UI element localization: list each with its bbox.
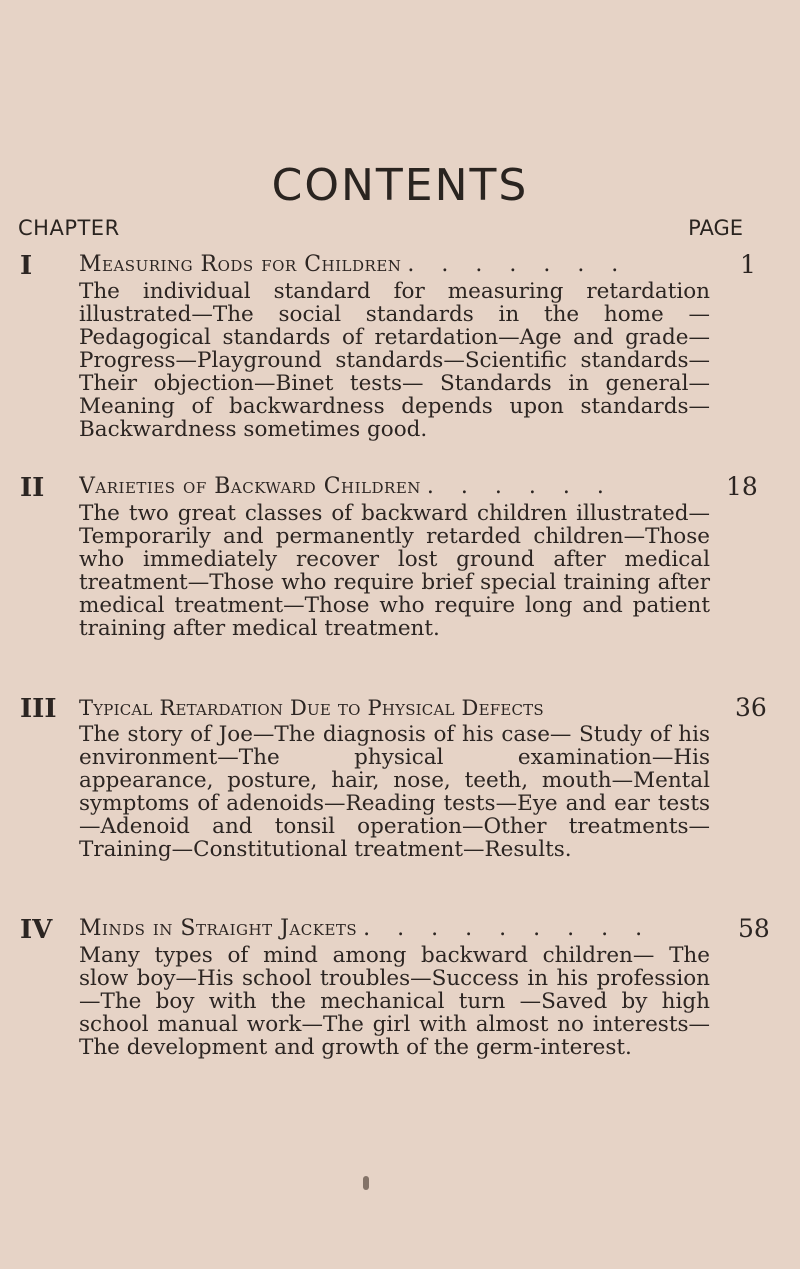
chapter-description: The story of Joe—The diagnosis of his case— Study of his environment—The physical examination—His appearance, posture, hair, nose, teeth, mouth—Mental symptoms of adenoids—Reading tests—Eye and ear tests—Adenoid and tonsil operation—Other treatments—Training—Constitutional treatment—Results. (79, 722, 710, 862)
page-title: CONTENTS (271, 160, 529, 211)
chapter-heading-text: Varieties of Backward Children (79, 474, 421, 499)
chapter-heading[interactable] (79, 250, 679, 280)
chapter-page-number: 18 (726, 472, 758, 501)
chapter-page-number: 36 (735, 693, 767, 722)
chapter-description: The two great classes of backward children illustrated—Temporarily and permanently retarded children—Those who immediately recover lost ground after medical treatment—Those who require brief special training after medical treatment—Those who require long and patient training after medical treatment. (79, 501, 710, 641)
chapter-heading-text: Minds in Straight Jackets (79, 916, 358, 941)
ink-smudge (363, 1176, 369, 1190)
chapter-number: III (20, 694, 57, 724)
chapter-column-header: CHAPTER (18, 216, 120, 240)
chapter-heading[interactable] (79, 914, 679, 944)
chapter-description: Many types of mind among backward children— The slow boy—His school troubles—Success in his profession—The boy with the mechanical turn —Saved by high school manual work—The girl with almost no interests—The development and growth of the germ-interest. (79, 943, 710, 1060)
dot-leader: . . . . . . . . . (363, 916, 653, 941)
page-column-header: PAGE (688, 216, 743, 240)
dot-leader: . . . . . . . (407, 252, 629, 277)
chapter-number: I (20, 251, 33, 281)
dot-leader: . . . . . . (426, 474, 614, 499)
chapter-heading-text: Measuring Rods for Children (79, 252, 402, 277)
chapter-number: IV (20, 915, 53, 945)
chapter-description: The individual standard for measuring retardation illustrated—The social standards in the home —Pedagogical standards of retardation—Age and grade—Progress—Playground standards—Scientific standards—Their objection—Binet tests— Standards in general—Meaning of backwardness depends upon standards—Backwardness sometimes good. (79, 279, 710, 442)
chapter-heading[interactable] (79, 693, 719, 723)
chapter-page-number: 1 (740, 250, 756, 279)
chapter-heading-text: Typical Retardation Due to Physical Defects (79, 696, 544, 720)
chapter-page-number: 58 (738, 914, 770, 943)
chapter-number: II (20, 473, 45, 503)
chapter-heading[interactable] (79, 472, 679, 502)
